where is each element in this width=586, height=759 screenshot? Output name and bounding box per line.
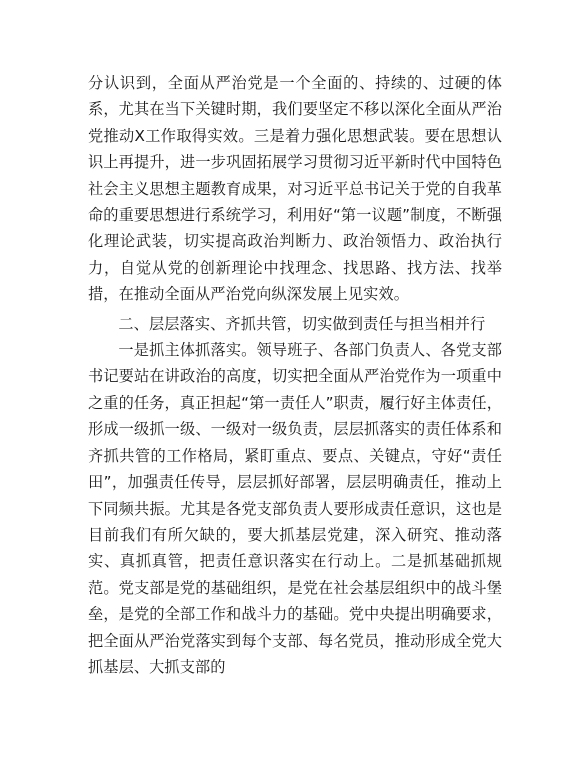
body-paragraph: 一是抓主体抓落实。领导班子、各部门负责人、各党支部书记要站在讲政治的高度，切实把全面从严治党作为一项重中之重的任务，真正担起“第一责任人”职责，履行好主体责任，形成一级抓一级、一级对一级负责，层层抓落实的责任体系和齐抓共管的工作格局，紧盯重点、要点、关键点，守好“责任田”，加强责任传导，层层抓好部署，层层明确责任，推动上下同频共振。尤其是各党支部负责人要形成责任意识，这也是目前我们有所欠缺的，要大抓基层党建，深入研究、推动落实、真抓真管，把责任意识落实在行动上。二是抓基础抓规范。党支部是党的基础组织，是党在社会基层组织中的战斗堡垒，是党的全部工作和战斗力的基础。党中央提出明确要求，把全面从严治党落实到每个支部、每名党员，推动形成全党大抓基层、大抓支部的 xyxy=(88,341,502,676)
body-paragraph: 分认识到，全面从严治党是一个全面的、持续的、过硬的体系，尤其在当下关键时期，我们要坚定不移以深化全面从严治党推动X工作取得实效。三是着力强化思想武装。要在思想认识上再提升，进一步巩固拓展学习贯彻习近平新时代中国特色社会主义思想主题教育成果，对习近平总书记关于党的自我革命的重要思想进行系统学习，利用好“第一议题”制度，不断强化理论武装，切实提高政治判断力、政治领悟力、政治执行力，自觉从党的创新理论中找理念、找思路、找方法、找举措，在推动全面从严治党向纵深发展上见实效。 xyxy=(88,74,502,304)
section-heading: 二、层层落实、齐抓共管，切实做到责任与担当相并行 xyxy=(118,314,486,333)
